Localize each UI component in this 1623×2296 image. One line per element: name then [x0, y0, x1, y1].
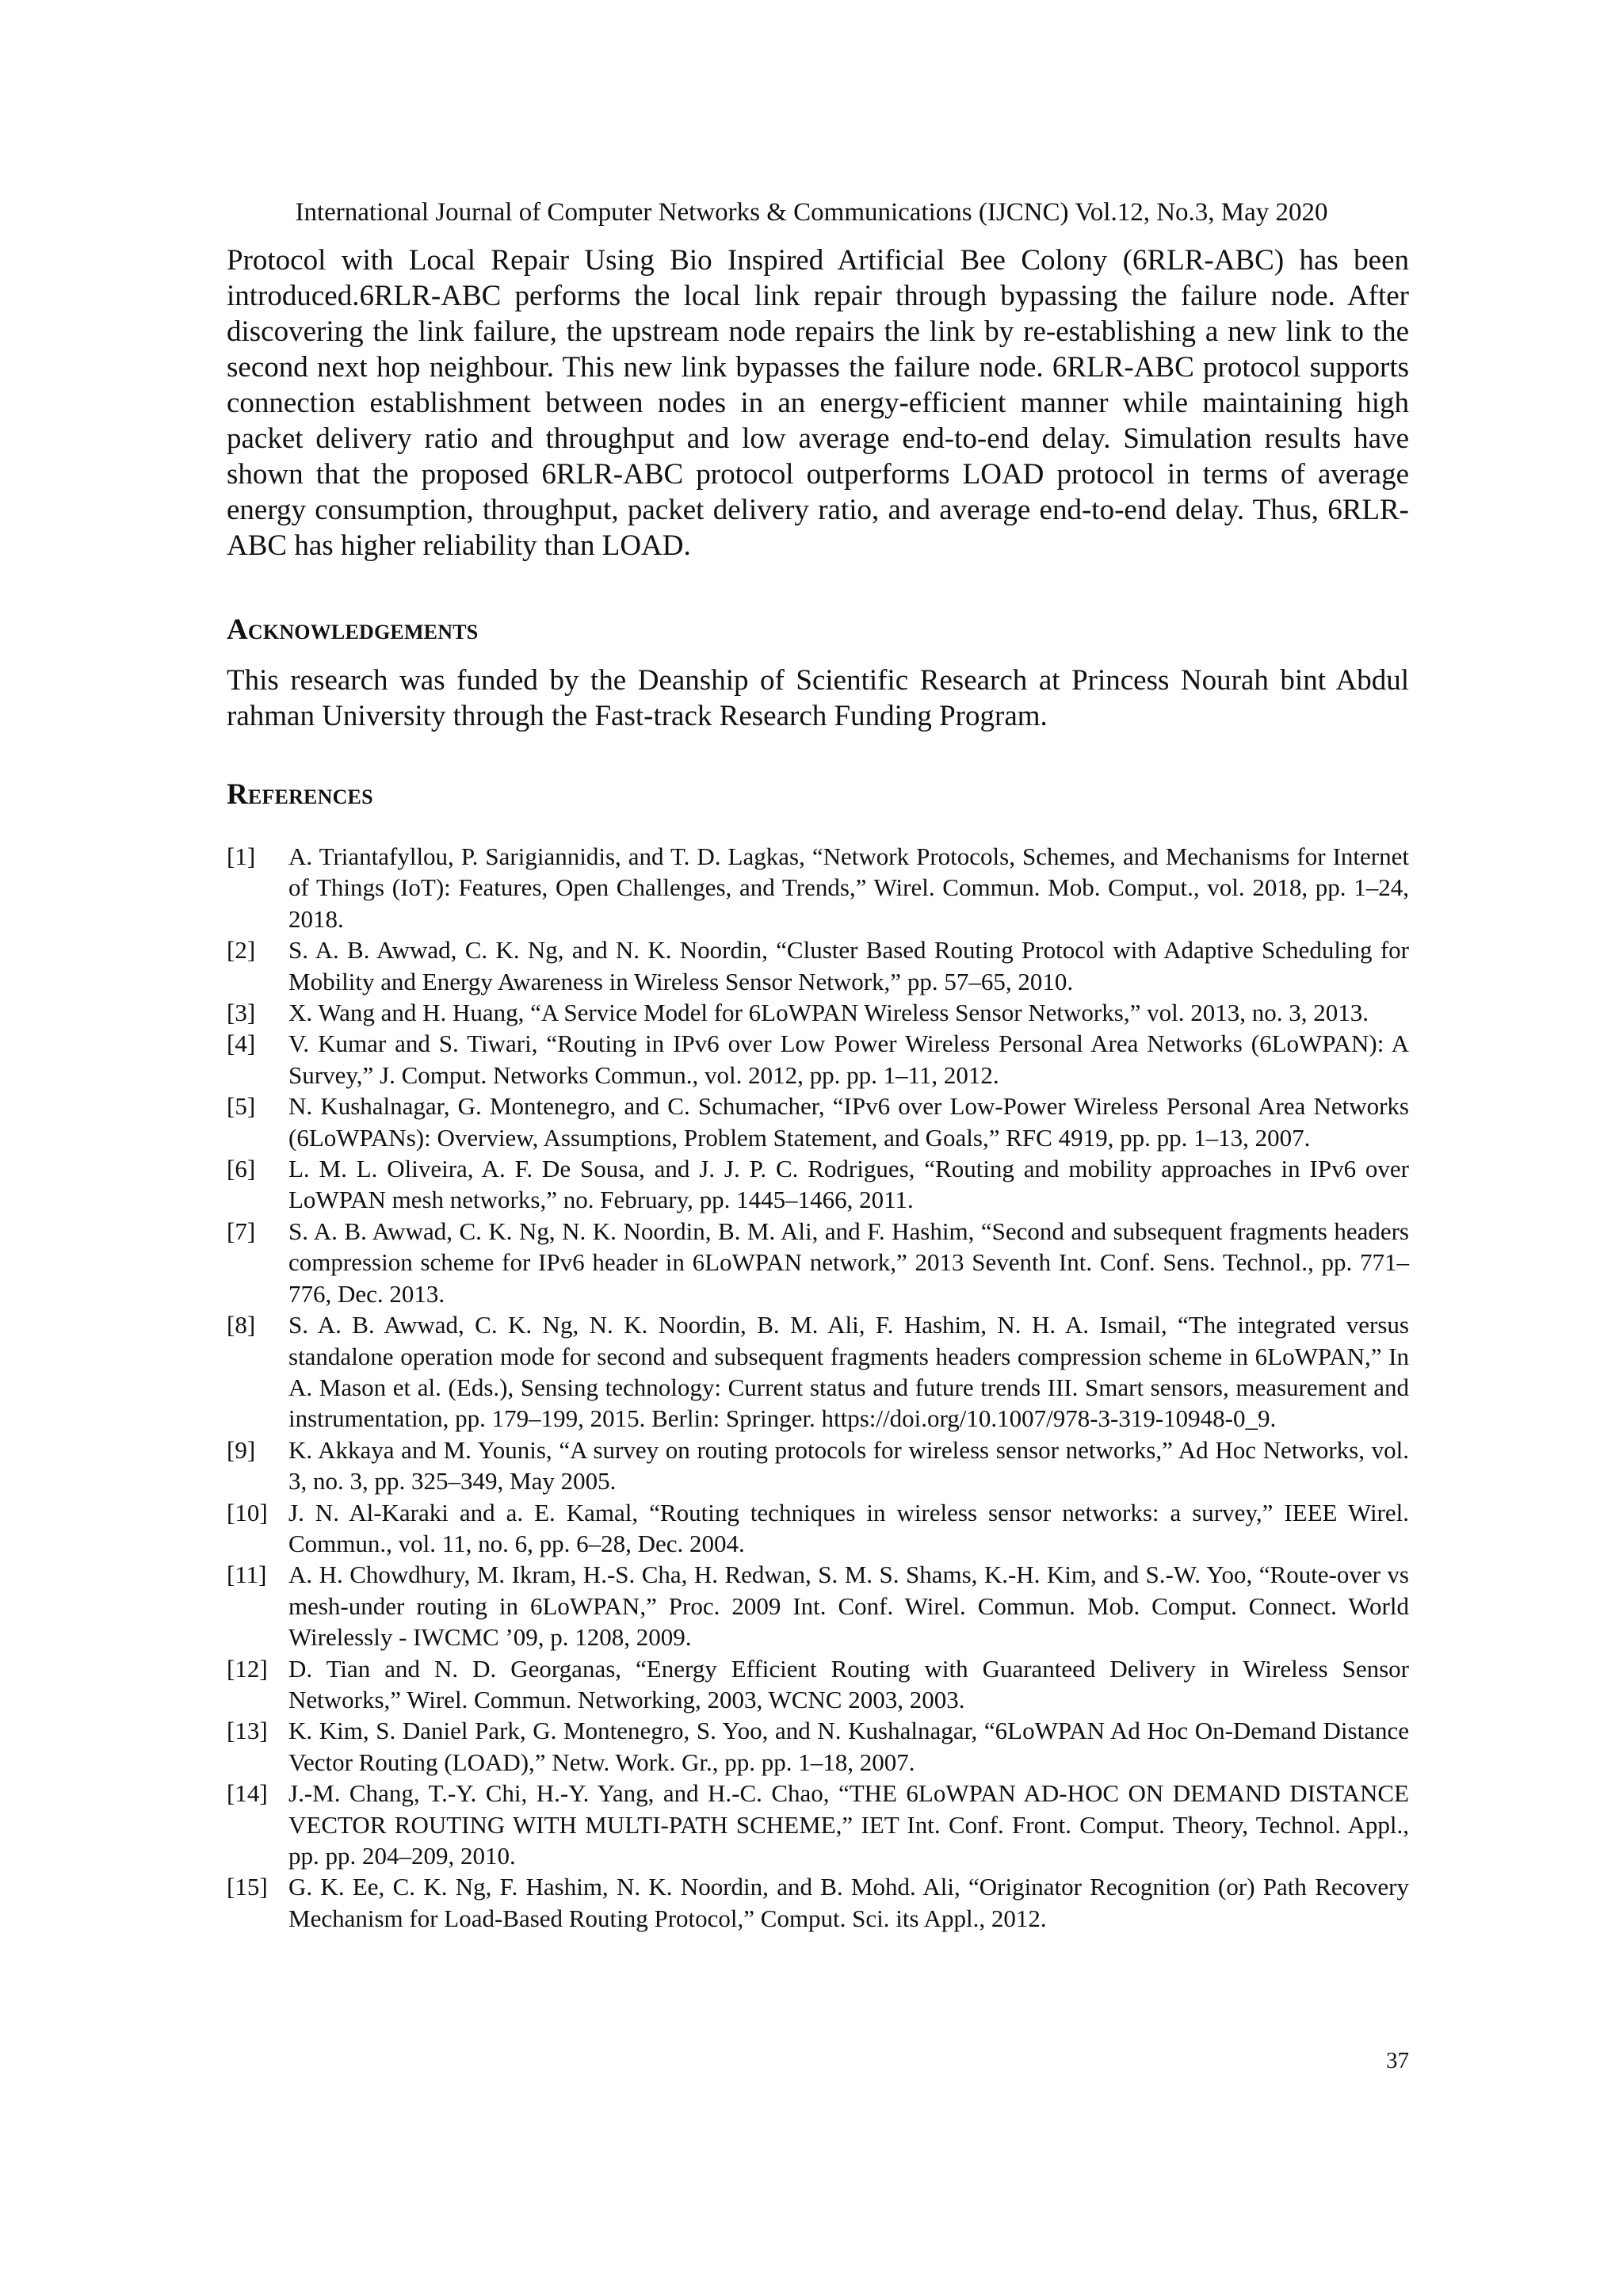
reference-number: [14]: [227, 1779, 268, 1808]
reference-number: [13]: [227, 1717, 268, 1745]
reference-number: [9]: [227, 1435, 256, 1464]
reference-text: K. Akkaya and M. Younis, “A survey on routing protocols for wireless sensor networks,” Ad Hoc Networks, vol. 3, no. 3, pp. 325–349, May 2005.: [288, 1435, 1409, 1496]
reference-item: [227, 997, 1409, 1028]
reference-item: [227, 1653, 1409, 1716]
reference-number: [5]: [227, 1092, 256, 1121]
reference-text: N. Kushalnagar, G. Montenegro, and C. Schumacher, “IPv6 over Low-Power Wireless Personal Area Networks (6LoWPANs): Overview, Assumptions, Problem Statement, and Goals,” RFC 4919, pp. pp. 1–13, 2007.: [288, 1092, 1409, 1152]
reference-list: [227, 841, 1409, 1934]
running-header: International Journal of Computer Networks & Communications (IJCNC) Vol.12, No.3, May 2020: [295, 198, 1328, 227]
reference-number: [6]: [227, 1155, 256, 1183]
reference-text: S. A. B. Awwad, C. K. Ng, N. K. Noordin, B. M. Ali, and F. Hashim, “Second and subsequent fragments headers compression scheme for IPv6 header in 6LoWPAN network,” 2013 Seventh Int. Conf. Sens. Technol., pp. 771–776, Dec. 2013.: [288, 1217, 1409, 1308]
reference-text: J.-M. Chang, T.-Y. Chi, H.-Y. Yang, and H.-C. Chao, “THE 6LoWPAN AD-HOC ON DEMAND DISTANCE VECTOR ROUTING WITH MULTI-PATH SCHEME,” IET Int. Conf. Front. Comput. Theory, Technol. Appl., pp. pp. 204–209, 2010.: [288, 1779, 1409, 1870]
acknowledgements-paragraph: This research was funded by the Deanship of Scientific Research at Princess Nourah bint Abdul rahman University through the Fast-track Research Funding Program.: [227, 664, 1409, 732]
reference-item: [227, 1435, 1409, 1497]
reference-item: [227, 1871, 1409, 1934]
reference-text: X. Wang and H. Huang, “A Service Model for 6LoWPAN Wireless Sensor Networks,” vol. 2013, no. 3, 2013.: [288, 999, 1369, 1027]
reference-text: K. Kim, S. Daniel Park, G. Montenegro, S. Yoo, and N. Kushalnagar, “6LoWPAN Ad Hoc On-Demand Distance Vector Routing (LOAD),” Netw. Work. Gr., pp. pp. 1–18, 2007.: [288, 1717, 1409, 1776]
reference-number: [1]: [227, 842, 256, 870]
reference-item: [227, 1091, 1409, 1153]
reference-number: [11]: [227, 1561, 267, 1589]
reference-text: G. K. Ee, C. K. Ng, F. Hashim, N. K. Noordin, and B. Mohd. Ali, “Originator Recognition (or) Path Recovery Mechanism for Load-Based Routing Protocol,” Comput. Sci. its Appl., 2012.: [288, 1873, 1409, 1932]
reference-item: [227, 1309, 1409, 1435]
reference-number: [15]: [227, 1873, 268, 1901]
reference-text: S. A. B. Awwad, C. K. Ng, N. K. Noordin, B. M. Ali, F. Hashim, N. H. A. Ismail, “The integrated versus standalone operation mode for second and subsequent fragments headers compression scheme in 6LoWPAN,” In A. Mason et al. (Eds.), Sensing technology: Current status and future trends III. Smart sensors, measurement and instrumentation, pp. 179–199, 2015. Berlin: Springer. https://doi.org/10.1007/978-3-319-10948-0_9.: [288, 1311, 1409, 1433]
reference-number: [8]: [227, 1311, 256, 1339]
reference-text: A. H. Chowdhury, M. Ikram, H.-S. Cha, H. Redwan, S. M. S. Shams, K.-H. Kim, and S.-W. Yoo, “Route-over vs mesh-under routing in 6LoWPAN,” Proc. 2009 Int. Conf. Wirel. Commun. Mob. Comput. Connect. World Wirelessly - IWCMC ’09, p. 1208, 2009.: [288, 1561, 1409, 1652]
page-content: [227, 243, 1409, 1934]
reference-number: [10]: [227, 1498, 268, 1526]
reference-item: [227, 1153, 1409, 1216]
reference-number: [4]: [227, 1030, 256, 1058]
reference-text: A. Triantafyllou, P. Sarigiannidis, and T. D. Lagkas, “Network Protocols, Schemes, and Mechanisms for Internet of Things (IoT): Features, Open Challenges, and Trends,” Wirel. Commun. Mob. Comput., vol. 2018, pp. 1–24, 2018.: [288, 842, 1409, 933]
reference-number: [2]: [227, 936, 256, 965]
reference-number: [12]: [227, 1654, 268, 1683]
acknowledgements-heading: Acknowledgements: [227, 613, 479, 646]
reference-item: [227, 1497, 1409, 1560]
conclusion-paragraph: Protocol with Local Repair Using Bio Inspired Artificial Bee Colony (6RLR-ABC) has been introduced.6RLR-ABC performs the local link repair through bypassing the failure node. After discovering the link failure, the upstream node repairs the link by re-establishing a new link to the second next hop neighbour. This new link bypasses the failure node. 6RLR-ABC protocol supports connection establishment between nodes in an energy-efficient manner while maintaining high packet delivery ratio and throughput and low average end-to-end delay. Simulation results have shown that the proposed 6RLR-ABC protocol outperforms LOAD protocol in terms of average energy consumption, throughput, packet delivery ratio, and average end-to-end delay. Thus, 6RLR-ABC has higher reliability than LOAD.: [227, 244, 1409, 562]
reference-text: S. A. B. Awwad, C. K. Ng, and N. K. Noordin, “Cluster Based Routing Protocol with Adaptive Scheduling for Mobility and Energy Awareness in Wireless Sensor Network,” pp. 57–65, 2010.: [288, 936, 1409, 995]
reference-item: [227, 1715, 1409, 1778]
reference-number: [7]: [227, 1217, 256, 1245]
references-heading: References: [227, 778, 373, 811]
reference-item: [227, 1559, 1409, 1652]
reference-item: [227, 1216, 1409, 1309]
reference-text: D. Tian and N. D. Georganas, “Energy Efficient Routing with Guaranteed Delivery in Wireless Sensor Networks,” Wirel. Commun. Networking, 2003, WCNC 2003, 2003.: [288, 1654, 1409, 1713]
reference-text: J. N. Al-Karaki and a. E. Kamal, “Routing techniques in wireless sensor networks: a survey,” IEEE Wirel. Commun., vol. 11, no. 6, pp. 6–28, Dec. 2004.: [288, 1498, 1409, 1557]
reference-text: L. M. L. Oliveira, A. F. De Sousa, and J. J. P. C. Rodrigues, “Routing and mobility approaches in IPv6 over LoWPAN mesh networks,” no. February, pp. 1445–1466, 2011.: [288, 1155, 1409, 1214]
reference-item: [227, 934, 1409, 997]
page-number: 37: [1386, 2048, 1409, 2073]
reference-item: [227, 1778, 1409, 1871]
reference-item: [227, 841, 1409, 934]
reference-text: V. Kumar and S. Tiwari, “Routing in IPv6 over Low Power Wireless Personal Area Networks (6LoWPAN): A Survey,” J. Comput. Networks Commun., vol. 2012, pp. pp. 1–11, 2012.: [288, 1030, 1409, 1089]
reference-number: [3]: [227, 999, 256, 1027]
reference-item: [227, 1028, 1409, 1091]
